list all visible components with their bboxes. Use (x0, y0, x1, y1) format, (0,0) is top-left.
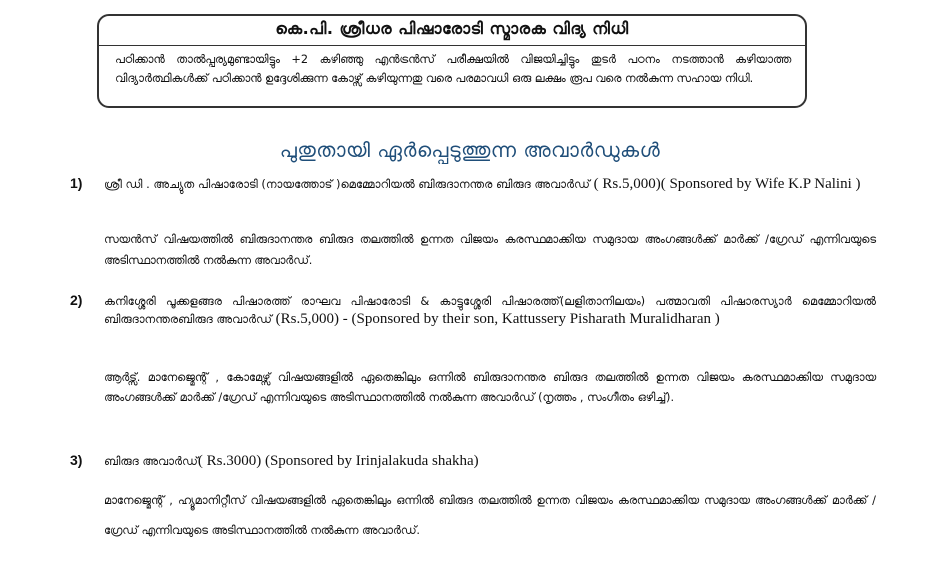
award-title (104, 292, 876, 328)
award-title-english: ( Rs.5,000)( Sponsored by Wife K.P Nalini ) (589, 176, 861, 192)
award-title-english: ( Rs.3000) (Sponsored by Irinjalakuda shakha) (197, 453, 479, 469)
award-title-english: (Rs.5,000) - (Sponsored by their son, Kattussery Pisharath Muralidharan ) (271, 311, 720, 327)
notice-divider (99, 45, 805, 46)
scholarship-notice-box (97, 14, 807, 108)
notice-body: പഠിക്കാൻ താൽപ്പര്യമുണ്ടായിട്ടും +2 കഴിഞ്ഞു എൻട്രൻസ് പരീക്ഷയിൽ വിജയിച്ചിട്ടും തുടർ പഠനം നടത്താൻ കഴിയാത്ത വിദ്യാർത്ഥികൾക്ക് പഠിക്കാൻ ഉദ്ദേശിക്കുന്ന കോഴ്സ് കഴിയുന്നതു വരെ പരമാവധി ഒരു ലക്ഷം രൂപ വരെ നൽകുന്ന സഹായ നിധി. (115, 53, 791, 85)
award-description: സയൻസ് വിഷയത്തിൽ ബിരുദാനന്തര ബിരുദ തലത്തിൽ ഉന്നത വിജയം കരസ്ഥമാക്കിയ സമുദായ അംഗങ്ങൾക്ക് മാർക്ക് /ഗ്രേഡ് എന്നിവയുടെ അടിസ്ഥാനത്തിൽ നൽകുന്ന അവാർഡ്. (104, 233, 876, 267)
award-description: ആർട്സ്. മാനേജ്മെന്റ് , കോമേഴ്സ് വിഷയങ്ങളിൽ ഏതെങ്കിലും ഒന്നിൽ ബിരുദാനന്തര ബിരുദ തലത്തിൽ ഉന്നത വിജയം കരസ്ഥമാക്കിയ സമുദായ അംഗങ്ങൾക്ക് മാർക്ക് /ഗ്രേഡ് എന്നിവയുടെ അടിസ്ഥാനത്തിൽ നൽകുന്ന അവാർഡ് (നൃത്തം , സംഗീതം ഒഴിച്ച്). (104, 371, 876, 404)
award-number: 3) (70, 452, 83, 468)
award-description: മാനേജ്മെന്റ് , ഹ്യൂമാനിറ്റീസ് വിഷയങ്ങളിൽ ഏതെങ്കിലും ഒന്നിൽ ബിരുദ തലത്തിൽ ഉന്നത വിജയം കരസ്ഥമാക്കിയ സമുദായ അംഗങ്ങൾക്ക് മാർക്ക് /ഗ്രേഡ് എന്നിവയുടെ അടിസ്ഥാനത്തിൽ നൽകുന്ന അവാർഡ്. (104, 494, 876, 537)
award-number: 1) (70, 175, 83, 191)
award-title (104, 175, 876, 193)
award-title-malayalam: ബിരുദ അവാർഡ് (104, 454, 198, 468)
award-title-malayalam: ശ്രീ ഡി . അച്യുത പിഷാരോടി (നായത്തോട് )മെമ്മോറിയൽ ബിരുദാനന്തര ബിരുദ അവാർഡ് (104, 177, 590, 191)
award-title (104, 452, 876, 470)
awards-heading: പുതുതായി ഏർപ്പെടുത്തുന്ന അവാർഡുകൾ (279, 138, 661, 162)
award-number: 2) (70, 292, 83, 308)
award-title-malayalam: കനിശ്ശേരി പൂക്കളങ്ങര പിഷാരത്ത് രാഘവ പിഷാരോടി & കാട്ടുശ്ശേരി പിഷാരത്ത്(ലളിതാനിലയം) പത്മാവതി പിഷാരസ്യാർ മെമ്മോറിയൽ ബിരുദാനന്തരബിരുദ അവാർഡ് (104, 294, 876, 326)
notice-title: കെ.പി. ശ്രീധര പിഷാരോടി സ്മാരക വിദ്യ നിധി (275, 19, 629, 38)
